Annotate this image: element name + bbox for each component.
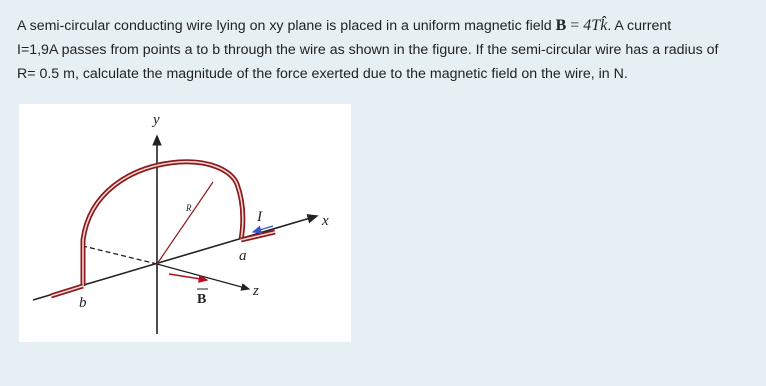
label-I: I — [257, 209, 262, 225]
label-a: a — [239, 248, 247, 264]
question-line2: I=1,9A passes from points a to b through the wire as shown in the figure. If the semi-circular wire has a radius of — [17, 42, 719, 58]
field-symbol: B — [555, 17, 567, 34]
field-value: 4T — [583, 17, 601, 34]
question-line1-end: . A current — [607, 18, 672, 34]
label-z: z — [253, 283, 259, 299]
field-arrow — [169, 274, 207, 280]
z-axis — [157, 264, 249, 289]
equals-sign: = — [566, 17, 584, 34]
label-b: b — [79, 295, 87, 311]
radius-line — [157, 182, 213, 264]
question-line1-start: A semi-circular conducting wire lying on xy plane is placed in a uniform magnetic field — [17, 18, 556, 34]
label-x: x — [322, 213, 329, 229]
question-line3: R= 0.5 m, calculate the magnitude of the force exerted due to the magnetic field on the wire, in N. — [17, 66, 628, 82]
semicircle-wire-outer — [83, 162, 243, 286]
figure-canvas — [19, 104, 351, 342]
label-B: B — [197, 292, 207, 307]
semicircle-wire-inner — [83, 162, 243, 286]
label-R: R — [186, 203, 192, 213]
wire-figure — [19, 104, 351, 342]
dashed-diameter — [83, 246, 157, 264]
label-y: y — [153, 112, 160, 128]
question-text — [17, 14, 757, 86]
unit-vector-k: k̂ — [600, 17, 608, 34]
